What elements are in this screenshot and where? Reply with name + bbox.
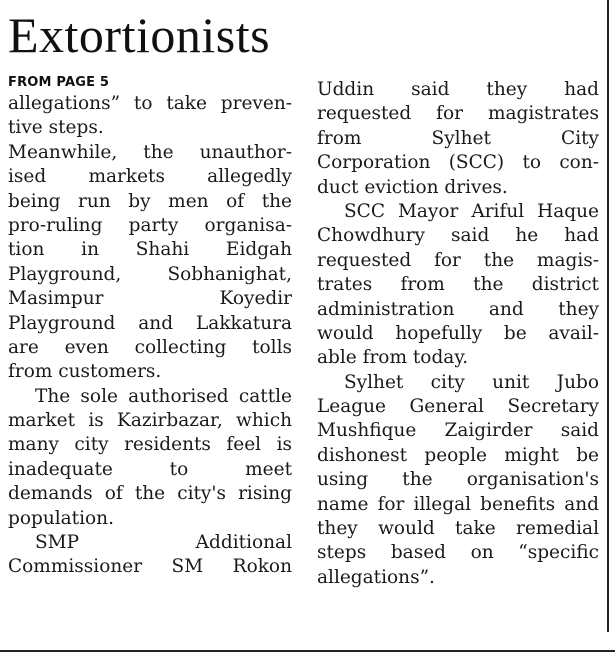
text-line: they would take remedial [317,518,599,540]
text-line: Uddin said they had [317,79,599,100]
text-line: Playground, Sobhanighat, [8,263,292,285]
text-line: allegations” to take preven- [8,93,292,114]
text-line: pro-ruling party organisa- [8,214,292,236]
text-line: ised markets allegedly [8,166,292,188]
article-column-left [8,74,292,580]
text-line: allegations”. [317,566,435,588]
text-line: SMP Additional [35,532,292,554]
text-line: dishonest people might be [317,444,599,466]
text-line: Playground and Lakkatura [8,312,292,334]
text-line: Commissioner SM Rokon [8,556,292,578]
text-line: requested for the magis- [317,249,599,271]
text-line: administration and they [317,298,599,320]
text-line: market is Kazirbazar, which [8,410,292,432]
text-line: from customers. [8,361,162,383]
text-line: Chowdhury said he had [317,225,599,247]
text-line: League General Secretary [317,396,599,418]
text-line: Mushfique Zaigirder said [317,420,599,442]
column-rule [607,0,609,632]
text-line: Masimpur Koyedir [8,288,292,310]
left-column-text [8,92,292,580]
text-line: tive steps. [8,117,104,139]
text-line: many city residents feel is [8,434,292,456]
article-headline: Extortionists [8,7,271,63]
text-line: steps based on “specific [317,542,599,564]
text-line: would hopefully be avail- [317,322,599,344]
text-line: SCC Mayor Ariful Haque [344,200,599,222]
text-line: population. [8,507,114,529]
text-line: inadequate to meet [8,458,292,480]
text-line: name for illegal benefits and [317,493,599,515]
text-line: Corporation (SCC) to con- [317,152,599,174]
text-line: demands of the city's rising [8,483,292,505]
text-line: The sole authorised cattle [35,385,292,407]
bottom-rule [0,650,615,652]
text-line: able from today. [317,347,469,369]
text-line: from Sylhet City [317,127,599,149]
text-line: duct eviction drives. [317,176,508,198]
text-line: are even collecting tolls [8,336,292,358]
text-line: Meanwhile, the unauthor- [8,141,292,163]
text-line: being run by men of the [8,190,292,212]
text-line: tion in Shahi Eidgah [8,239,292,261]
text-line: Sylhet city unit Jubo [344,371,599,393]
article-column-right [317,78,599,590]
text-line: using the organisation's [317,469,599,491]
text-line: trates from the district [317,274,599,296]
right-column-text [317,78,599,590]
text-line: requested for magistrates [317,103,599,125]
continuation-kicker: FROM PAGE 5 [8,75,110,90]
